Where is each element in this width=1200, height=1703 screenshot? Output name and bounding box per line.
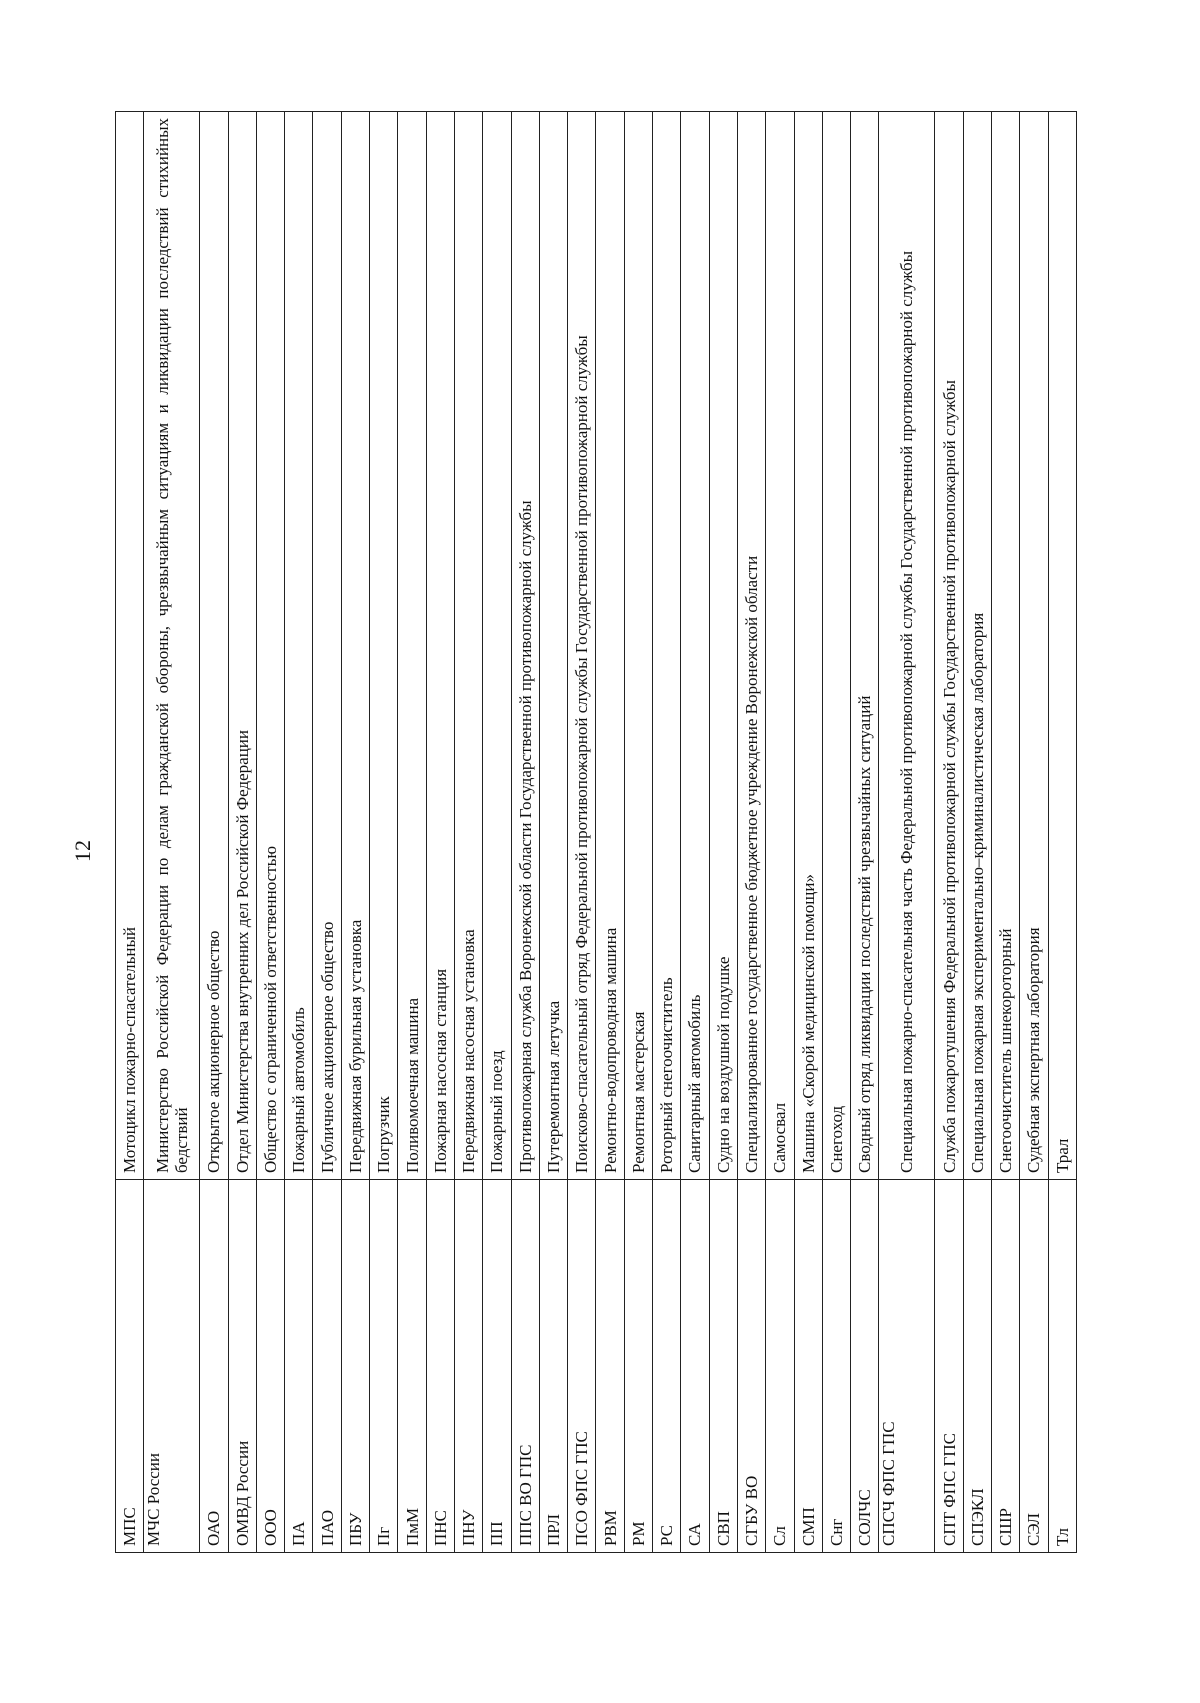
abbreviation-cell: СВП (709, 1180, 737, 1553)
table-row (341, 112, 369, 1553)
table-row (144, 112, 200, 1553)
abbreviation-cell: СГБУ ВО (737, 1180, 765, 1553)
definition-cell: Передвижная бурильная установка (341, 112, 369, 1180)
table-row (737, 112, 765, 1553)
definition-cell: Судно на воздушной подушке (709, 112, 737, 1180)
table-row (794, 112, 822, 1553)
definition-cell: Специальная пожарная экспериментально–криминалистическая лаборатория (963, 112, 991, 1180)
table-row (228, 112, 256, 1553)
rotated-page-content (115, 111, 1077, 1553)
table-row (483, 112, 511, 1553)
table-row (992, 112, 1020, 1553)
definition-cell: Снегоочиститель шнекороторный (992, 112, 1020, 1180)
table-row (624, 112, 652, 1553)
definition-cell: Сводный отряд ликвидации последствий чрезвычайных ситуаций (851, 112, 879, 1180)
definition-cell: Общество с ограниченной ответственностью (256, 112, 284, 1180)
definition-cell: Противопожарная служба Воронежской области Государственной противопожарной службы (511, 112, 539, 1180)
abbreviation-cell: ООО (256, 1180, 284, 1553)
definition-cell: Специализированное государственное бюджетное учреждение Воронежской области (737, 112, 765, 1180)
definition-cell: Поливомоечная машина (398, 112, 426, 1180)
table-row (398, 112, 426, 1553)
table-row (851, 112, 879, 1553)
definition-cell: Пожарный автомобиль (285, 112, 313, 1180)
abbreviations-table-body (116, 112, 1077, 1553)
abbreviation-cell: ПП (483, 1180, 511, 1553)
definition-cell: Специальная пожарно-спасательная часть Федеральной противопожарной службы Государственной противопожарной службы (879, 112, 935, 1180)
table-row (596, 112, 624, 1553)
definition-cell: Судебная экспертная лаборатория (1020, 112, 1048, 1180)
abbreviation-cell: Пг (370, 1180, 398, 1553)
table-row (256, 112, 284, 1553)
abbreviation-cell: МЧС России (144, 1180, 200, 1553)
definition-cell: Погрузчик (370, 112, 398, 1180)
definition-cell: Пожарная насосная станция (426, 112, 454, 1180)
abbreviation-cell: СШР (992, 1180, 1020, 1553)
abbreviation-cell: СПЭКЛ (963, 1180, 991, 1553)
table-row (370, 112, 398, 1553)
table-row (935, 112, 963, 1553)
definition-cell: Мотоцикл пожарно-спасательный (116, 112, 144, 1180)
abbreviation-cell: СПСЧ ФПС ГПС (879, 1180, 935, 1553)
definition-cell: Снегоход (822, 112, 850, 1180)
abbreviation-cell: ОАО (200, 1180, 228, 1553)
abbreviation-cell: Сл (766, 1180, 794, 1553)
table-row (963, 112, 991, 1553)
definition-cell: Служба пожаротушения Федеральной противопожарной службы Государственной противопожарной службы (935, 112, 963, 1180)
definition-cell: Ремонтная мастерская (624, 112, 652, 1180)
abbreviation-cell: Тл (1048, 1180, 1076, 1553)
abbreviation-cell: ПСО ФПС ГПС (568, 1180, 596, 1553)
abbreviation-cell: ПмМ (398, 1180, 426, 1553)
abbreviation-cell: РВМ (596, 1180, 624, 1553)
table-row (511, 112, 539, 1553)
abbreviation-cell: РС (653, 1180, 681, 1553)
definition-cell: Роторный снегоочиститель (653, 112, 681, 1180)
table-row (681, 112, 709, 1553)
abbreviation-cell: ПБУ (341, 1180, 369, 1553)
table-row (822, 112, 850, 1553)
abbreviation-cell: ПНС (426, 1180, 454, 1553)
abbreviation-cell: ПА (285, 1180, 313, 1553)
definition-cell: Санитарный автомобиль (681, 112, 709, 1180)
definition-cell: Пожарный поезд (483, 112, 511, 1180)
table-row (879, 112, 935, 1553)
table-row (454, 112, 482, 1553)
table-row (313, 112, 341, 1553)
definition-cell: Поисково-спасательный отряд Федеральной противопожарной службы Государственной противопожарной службы (568, 112, 596, 1180)
table-row (116, 112, 144, 1553)
definition-cell: Публичное акционерное общество (313, 112, 341, 1180)
definition-cell: Министерство Российской Федерации по делам гражданской обороны, чрезвычайным ситуациям и ликвидации последствий стихийных бедствий (144, 112, 200, 1180)
abbreviation-cell: СМП (794, 1180, 822, 1553)
abbreviation-cell: Снг (822, 1180, 850, 1553)
abbreviation-cell: СА (681, 1180, 709, 1553)
table-row (200, 112, 228, 1553)
table-row (426, 112, 454, 1553)
definition-cell: Трал (1048, 112, 1076, 1180)
abbreviation-cell: ПНУ (454, 1180, 482, 1553)
abbreviation-cell: СОЛЧС (851, 1180, 879, 1553)
abbreviation-cell: ПАО (313, 1180, 341, 1553)
table-row (653, 112, 681, 1553)
table-row (568, 112, 596, 1553)
abbreviation-cell: ОМВД России (228, 1180, 256, 1553)
abbreviations-table (115, 111, 1077, 1553)
definition-cell: Машина «Скорой медицинской помощи» (794, 112, 822, 1180)
abbreviation-cell: ППС ВО ГПС (511, 1180, 539, 1553)
table-row (539, 112, 567, 1553)
definition-cell: Ремонтно-водопроводная машина (596, 112, 624, 1180)
abbreviation-cell: СЭЛ (1020, 1180, 1048, 1553)
abbreviation-cell: РМ (624, 1180, 652, 1553)
abbreviation-cell: МПС (116, 1180, 144, 1553)
definition-cell: Открытое акционерное общество (200, 112, 228, 1180)
page-number: 12 (70, 840, 95, 862)
table-row (285, 112, 313, 1553)
abbreviation-cell: СПТ ФПС ГПС (935, 1180, 963, 1553)
abbreviation-cell: ПРЛ (539, 1180, 567, 1553)
table-row (1020, 112, 1048, 1553)
definition-cell: Путеремонтная летучка (539, 112, 567, 1180)
table-row (709, 112, 737, 1553)
definition-cell: Самосвал (766, 112, 794, 1180)
definition-cell: Передвижная насосная установка (454, 112, 482, 1180)
table-row (766, 112, 794, 1553)
table-row (1048, 112, 1076, 1553)
definition-cell: Отдел Министерства внутренних дел Российской Федерации (228, 112, 256, 1180)
